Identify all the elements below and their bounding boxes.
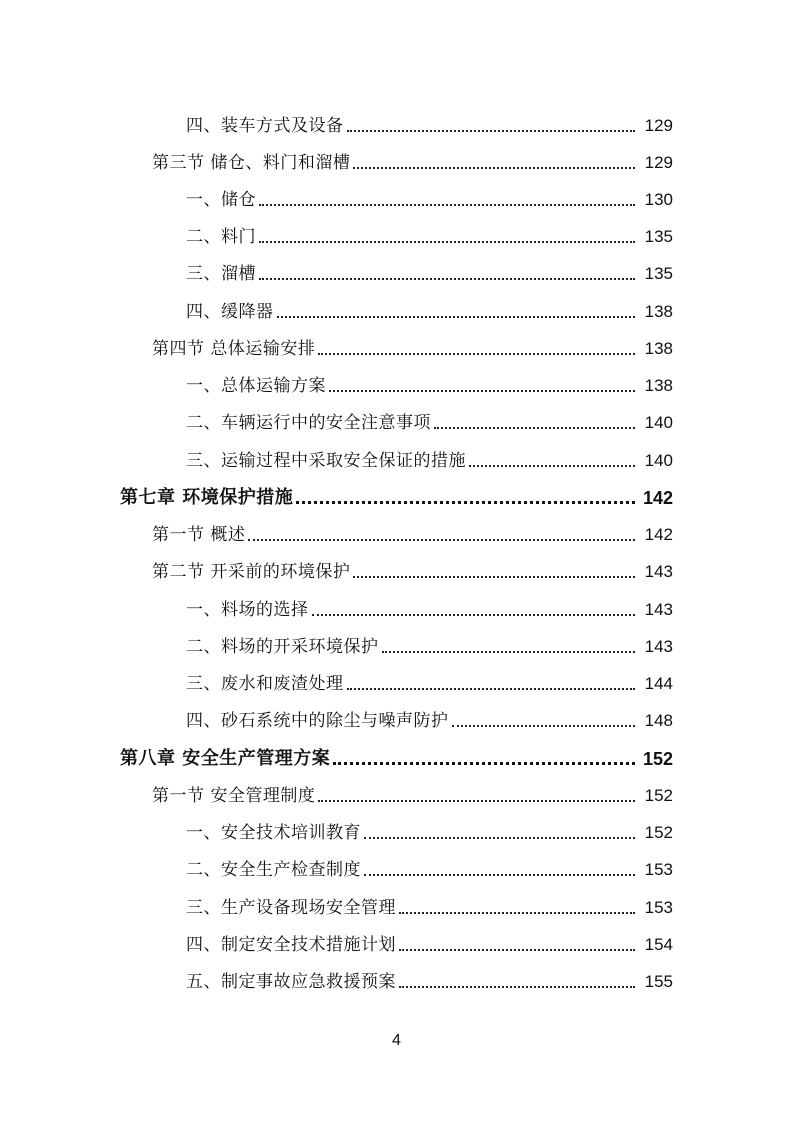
- toc-entry[interactable]: [0, 397, 793, 434]
- toc-entry-page: 155: [644, 972, 673, 991]
- toc-entry[interactable]: [0, 360, 793, 397]
- toc-entry[interactable]: [0, 621, 793, 658]
- toc-entry-page: 138: [644, 302, 673, 321]
- toc-entry-page: 144: [644, 674, 673, 693]
- toc-leader-dots: [312, 614, 636, 616]
- toc-entry-label: 二、料场的开采环境保护: [186, 637, 379, 657]
- toc-entry-label: 二、安全生产检查制度: [186, 860, 361, 880]
- toc-leader-dots: [277, 316, 636, 318]
- toc-entry-label: 三、生产设备现场安全管理: [186, 898, 396, 918]
- toc-entry-label: 一、安全技术培训教育: [186, 823, 361, 843]
- toc-leader-dots: [452, 725, 636, 727]
- toc-leader-dots: [259, 278, 635, 280]
- toc-entry[interactable]: [0, 770, 793, 807]
- toc-leader-dots: [399, 986, 635, 988]
- toc-entry-page: 143: [644, 562, 673, 581]
- toc-entry[interactable]: [0, 956, 793, 993]
- toc-leader-dots: [382, 651, 636, 653]
- toc-entry-page: 152: [644, 786, 673, 805]
- toc-entry-page: 154: [644, 935, 673, 954]
- toc-entry-page: 152: [644, 823, 673, 842]
- toc-entry-label: 第一节 安全管理制度: [152, 786, 316, 806]
- toc-entry[interactable]: [0, 844, 793, 881]
- toc-entry[interactable]: [0, 807, 793, 844]
- page-number: 4: [392, 1032, 401, 1049]
- toc-entry-page: 153: [644, 898, 673, 917]
- toc-leader-dots: [364, 874, 635, 876]
- toc-leader-dots: [347, 130, 636, 132]
- toc-entry-label: 第二节 开采前的环境保护: [152, 562, 351, 582]
- toc-entry-page: 143: [644, 600, 673, 619]
- toc-entry-page: 148: [644, 711, 673, 730]
- toc-entry-label: 二、料门: [186, 227, 256, 247]
- toc-leader-dots: [347, 688, 636, 690]
- toc-entry-label: 四、装车方式及设备: [186, 116, 344, 136]
- toc-entry[interactable]: [0, 882, 793, 919]
- toc-leader-dots: [248, 539, 635, 541]
- toc-entry[interactable]: [0, 174, 793, 211]
- toc-entry-label: 二、车辆运行中的安全注意事项: [186, 413, 431, 433]
- toc-entry-label: 一、料场的选择: [186, 600, 309, 620]
- toc-leader-dots: [353, 576, 635, 578]
- toc-leader-dots: [296, 501, 635, 504]
- toc-entry-label: 第八章 安全生产管理方案: [120, 748, 331, 769]
- toc-entry-page: 130: [644, 190, 673, 209]
- toc-entry-page: 138: [644, 339, 673, 358]
- toc-entry-page: 143: [644, 637, 673, 656]
- toc-entry-page: 140: [644, 451, 673, 470]
- toc-entry-label: 第三节 储仓、料门和溜槽: [152, 153, 351, 173]
- toc-leader-dots: [399, 912, 635, 914]
- toc-leader-dots: [259, 204, 635, 206]
- toc-entry-page: 129: [644, 153, 673, 172]
- toc-leader-dots: [318, 353, 635, 355]
- toc-entry[interactable]: [0, 546, 793, 583]
- toc-entry[interactable]: [0, 137, 793, 174]
- toc-leader-dots: [434, 427, 635, 429]
- toc-entry-label: 三、溜槽: [186, 264, 256, 284]
- toc-entry-label: 第一节 概述: [152, 525, 246, 545]
- toc-entry-label: 四、砂石系统中的除尘与噪声防护: [186, 711, 449, 731]
- toc-leader-dots: [259, 241, 635, 243]
- toc-entry[interactable]: [0, 323, 793, 360]
- toc-entry-page: 138: [644, 376, 673, 395]
- toc-entry-page: 129: [644, 116, 673, 135]
- toc-entry[interactable]: [0, 435, 793, 472]
- toc-leader-dots: [333, 762, 635, 765]
- toc-entry[interactable]: [0, 472, 793, 509]
- toc-entry-label: 第四节 总体运输安排: [152, 339, 316, 359]
- toc-entry-label: 三、运输过程中采取安全保证的措施: [186, 451, 466, 471]
- toc-entry[interactable]: [0, 286, 793, 323]
- toc-entry-page: 135: [644, 264, 673, 283]
- toc-entry-label: 三、废水和废渣处理: [186, 674, 344, 694]
- toc-entry-page: 142: [644, 525, 673, 544]
- toc-entry-page: 142: [642, 488, 673, 508]
- toc-entry-label: 一、储仓: [186, 190, 256, 210]
- toc-entry[interactable]: [0, 919, 793, 956]
- toc-entry-page: 140: [644, 413, 673, 432]
- toc-entry[interactable]: [0, 584, 793, 621]
- toc-leader-dots: [469, 465, 635, 467]
- toc-entry-page: 135: [644, 227, 673, 246]
- toc-entry[interactable]: [0, 509, 793, 546]
- toc-entry-label: 四、缓降器: [186, 302, 274, 322]
- toc-leader-dots: [353, 167, 635, 169]
- toc-entry[interactable]: [0, 658, 793, 695]
- toc-leader-dots: [318, 800, 635, 802]
- toc-leader-dots: [399, 949, 635, 951]
- toc-entry[interactable]: [0, 733, 793, 770]
- toc-entry-page: 152: [642, 749, 673, 769]
- toc-entry-label: 四、制定安全技术措施计划: [186, 935, 396, 955]
- toc-entry[interactable]: [0, 100, 793, 137]
- toc-entry-label: 五、制定事故应急救援预案: [186, 972, 396, 992]
- toc-entry[interactable]: [0, 211, 793, 248]
- toc-entry-label: 一、总体运输方案: [186, 376, 326, 396]
- toc-leader-dots: [364, 837, 635, 839]
- toc-leader-dots: [329, 390, 635, 392]
- toc-entry-page: 153: [644, 860, 673, 879]
- toc-entry-label: 第七章 环境保护措施: [120, 487, 294, 508]
- toc-entry[interactable]: [0, 248, 793, 285]
- toc-entry[interactable]: [0, 695, 793, 732]
